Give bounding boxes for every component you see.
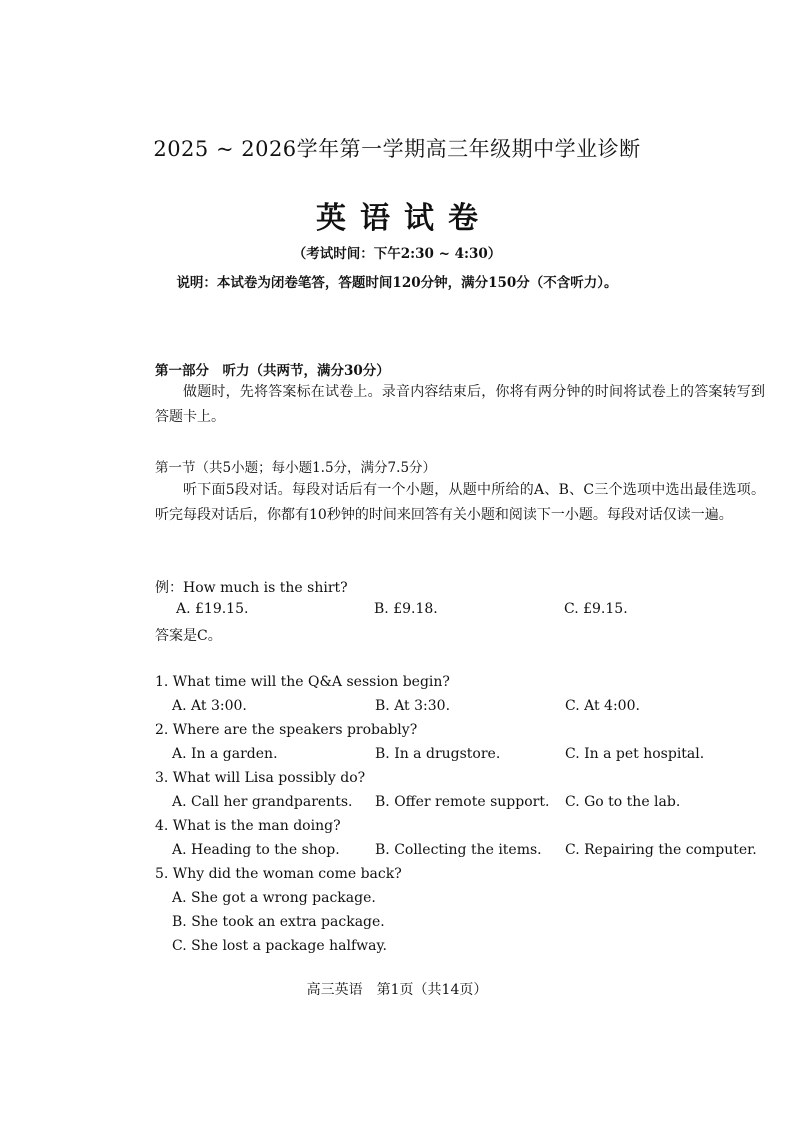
q4-option-a: A. Heading to the shop. [172, 842, 340, 858]
question-1: 1. What time will the Q&A session begin? [155, 674, 450, 690]
q2-option-c: C. In a pet hospital. [565, 746, 705, 762]
exam-time: （考试时间：下午2:30 ~ 4:30） [292, 246, 502, 262]
question-3: 3. What will Lisa possibly do? [155, 770, 366, 786]
section1-instruction: 听下面5段对话。每段对话后有一个小题，从题中所给的A、B、C三个选项中选出最佳选项。听完每段对话后，你都有10秒钟的时间来回答有关小题和阅读下一小题。每段对话仅读一遍。 [155, 482, 765, 523]
part1-instruction: 做题时，先将答案标在试卷上。录音内容结束后，你将有两分钟的时间将试卷上的答案转写到答题卡上。 [155, 384, 765, 425]
question-5: 5. Why did the woman come back? [155, 866, 402, 882]
example-option-b: B. £9.18. [374, 601, 438, 617]
example-answer: 答案是C。 [155, 628, 222, 644]
example-option-c: C. £9.15. [564, 601, 628, 617]
example-option-a: A. £19.15. [176, 601, 249, 617]
example-question: 例：How much is the shirt? [155, 580, 348, 596]
q1-option-c: C. At 4:00. [565, 698, 640, 714]
q1-option-b: B. At 3:30. [375, 698, 451, 714]
q4-option-b: B. Collecting the items. [375, 842, 542, 858]
exam-title: 2025 ~ 2026学年第一学期高三年级期中学业诊断 [153, 137, 641, 161]
page-footer: 高三英语 第1页（共14页） [306, 982, 488, 998]
q4-option-c: C. Repairing the computer. [565, 842, 757, 858]
q5-option-b: B. She took an extra package. [172, 914, 385, 930]
question-2: 2. Where are the speakers probably? [155, 722, 418, 738]
q5-option-c: C. She lost a package halfway. [172, 938, 387, 954]
section1-heading: 第一节（共5小题；每小题1.5分，满分7.5分） [155, 460, 437, 476]
q5-option-a: A. She got a wrong package. [172, 890, 376, 906]
exam-note: 说明：本试卷为闭卷笔答，答题时间120分钟，满分150分（不含听力）。 [176, 275, 618, 291]
q2-option-a: A. In a garden. [172, 746, 278, 762]
question-4: 4. What is the man doing? [155, 818, 341, 834]
part1-heading: 第一部分 听力（共两节，满分30分） [155, 363, 390, 379]
q2-option-b: B. In a drugstore. [375, 746, 501, 762]
subject-title: 英语试卷 [316, 201, 492, 236]
q3-option-c: C. Go to the lab. [565, 794, 681, 810]
q1-option-a: A. At 3:00. [172, 698, 247, 714]
q3-option-b: B. Offer remote support. [375, 794, 550, 810]
q3-option-a: A. Call her grandparents. [172, 794, 353, 810]
